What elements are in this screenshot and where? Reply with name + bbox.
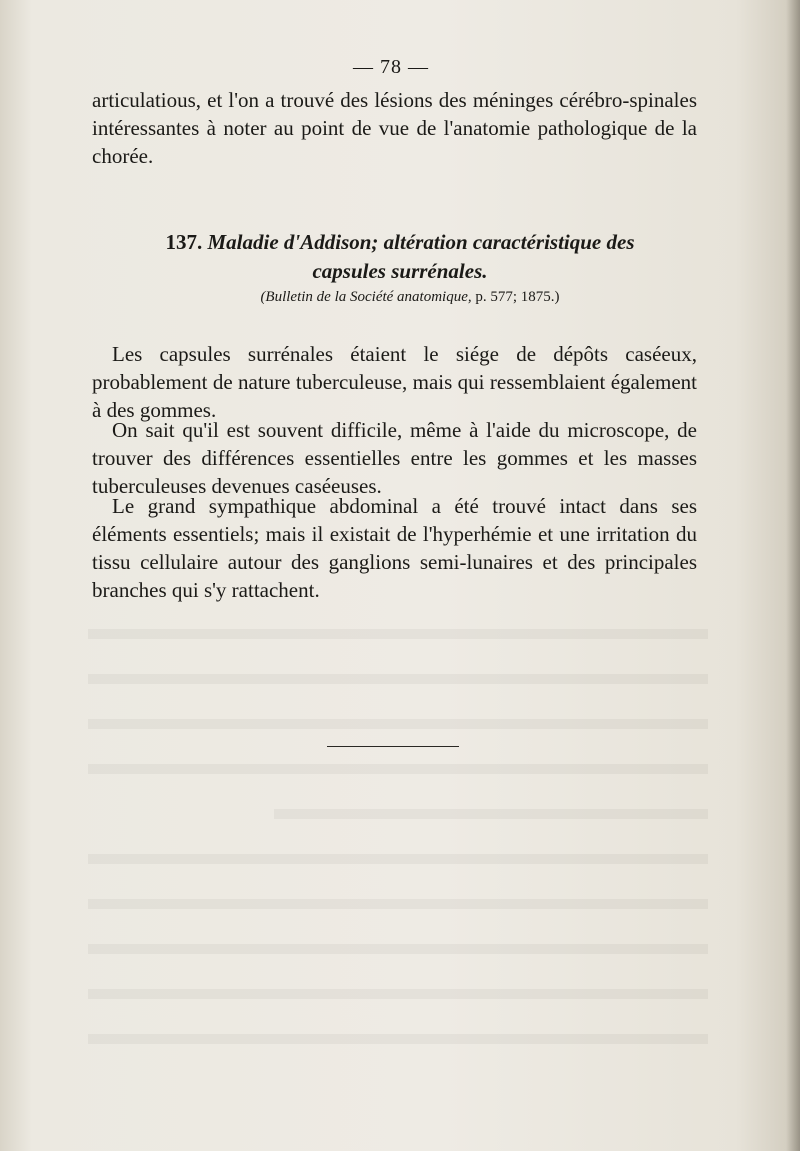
bleed-through-shadow: [88, 600, 708, 1060]
body-paragraph-2: On sait qu'il est souvent difficile, même à l'aide du microscope, de trouver des différences essentielles entre les gommes et les masses tuberculeuses devenues caséeuses.: [92, 418, 697, 498]
section-divider: [327, 746, 459, 747]
citation-reference: p. 577; 1875.): [475, 289, 560, 305]
section-citation: [200, 286, 620, 308]
section-title: Maladie d'Addison; altération caractéristique des capsules surrénales.: [207, 230, 635, 283]
page-number: — 78 —: [353, 56, 429, 78]
section-heading: [130, 228, 670, 286]
section-number: 137.: [165, 230, 203, 254]
continuation-paragraph: articulatious, et l'on a trouvé des lésions des méninges cérébro-spinales intéressantes à noter au point de vue de l'anatomie pathologique de la chorée.: [92, 88, 697, 168]
body-paragraph-1: Les capsules surrénales étaient le siége de dépôts caséeux, probablement de nature tuberculeuse, mais qui ressemblaient également à des gommes.: [92, 342, 697, 422]
body-paragraph-3: Le grand sympathique abdominal a été trouvé intact dans ses éléments essentiels; mais il existait de l'hyperhémie et une irritation du tissu cellulaire autour des ganglions semi-lunaires et des principales branches qui s'y rattachent.: [92, 494, 697, 602]
citation-journal: (Bulletin de la Société anatomique,: [260, 289, 472, 305]
page-edge-shadow: [786, 0, 800, 1151]
